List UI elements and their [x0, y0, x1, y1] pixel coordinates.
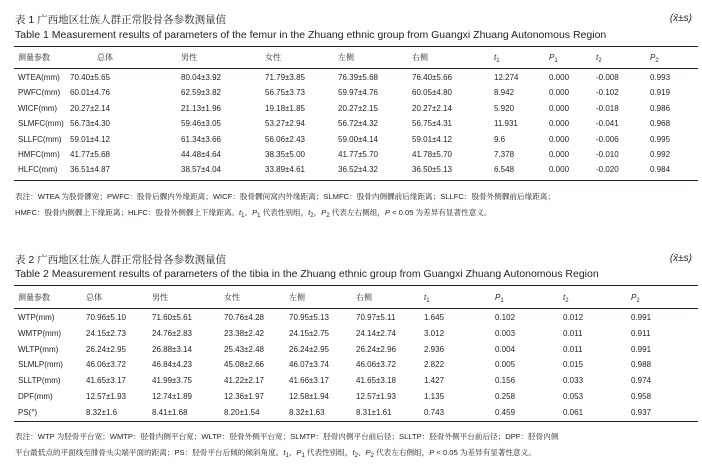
cell-left: 70.95±5.13	[289, 313, 329, 322]
cell-t2: -0.041	[596, 119, 619, 129]
cell-total: 8.32±1.6	[86, 407, 118, 417]
cell-male: 59.46±3.05	[181, 119, 221, 129]
table2-header-param: 测量参数	[18, 293, 50, 302]
cell-female: 8.20±1.54	[224, 407, 260, 417]
cell-female: 25.43±2.48	[224, 344, 264, 354]
cell-female: 41.22±2.17	[224, 376, 264, 386]
cell-total: 12.57±1.93	[86, 392, 126, 401]
cell-male: 44.48±4.64	[181, 150, 221, 159]
table-row	[0, 164, 702, 176]
table1-note-line1: 表注：WTEA 为股骨髁宽；PWFC：股骨后髁内外缘距离；WICF：股骨髁间窝内外缘距离；SLMFC：股骨内侧髁前后缘距离；SLLFC：股骨外侧髁前后缘距离；	[15, 192, 555, 201]
table2-header-t1: $t_1$	[424, 293, 430, 304]
table1-caption-cn: 表 1 广西地区壮族人群正常股骨各参数测量值	[15, 14, 227, 26]
cell-right: 76.40±5.66	[412, 73, 452, 82]
table-row	[0, 118, 702, 130]
cell-female: 38.35±5.00	[265, 150, 305, 159]
cell-param: SLMLP(mm)	[18, 360, 63, 370]
table-row	[0, 103, 702, 115]
cell-param: SLLTP(mm)	[18, 376, 61, 386]
table1-header-t1: $t_1$	[494, 53, 500, 64]
cell-right: 12.57±1.93	[356, 392, 396, 401]
cell-t2: 0.011	[563, 344, 583, 354]
cell-param: WTP(mm)	[18, 313, 55, 322]
cell-male: 24.76±2.83	[152, 328, 192, 338]
cell-p2: 0.968	[650, 119, 671, 129]
cell-p2: 0.992	[650, 150, 671, 159]
table2-note-line1: 表注：WTP 为胫骨平台宽；WMTP：胫骨内侧平台宽；WLTP：胫骨外侧平台宽；SLMTP：胫骨内侧平台前后径；SLLTP：胫骨外侧平台前后径；DPF：胫骨内侧	[15, 432, 559, 441]
cell-male: 46.84±4.23	[152, 360, 192, 370]
cell-p1: 0.102	[495, 313, 516, 322]
cell-left: 12.58±1.94	[289, 392, 329, 401]
cell-left: 41.66±3.17	[289, 376, 329, 386]
cell-t1: 11.931	[494, 119, 518, 129]
cell-p2: 0.937	[631, 407, 652, 417]
cell-female: 12.36±1.97	[224, 392, 264, 401]
cell-t1: 0.743	[424, 407, 445, 417]
table2-caption-en: Table 2 Measurement results of parameters of the tibia in the Zhuang ethnic group from Guangxi Zhuang Autonomous Region	[15, 268, 599, 280]
cell-left: 46.07±3.74	[289, 360, 329, 370]
cell-male: 80.04±3.92	[181, 73, 221, 82]
cell-left: 56.72±4.32	[338, 119, 378, 129]
cell-total: 24.15±2.73	[86, 328, 126, 338]
cell-param: WMTP(mm)	[18, 328, 62, 338]
cell-t2: 0.033	[563, 376, 584, 386]
cell-p1: 0.000	[549, 134, 570, 144]
table1-header-rule	[14, 68, 698, 69]
cell-left: 26.24±2.95	[289, 344, 329, 354]
cell-total: 56.73±4.30	[70, 119, 110, 129]
cell-right: 60.05±4.80	[412, 88, 452, 98]
cell-t1: 12.274	[494, 73, 519, 82]
cell-param: DPF(mm)	[18, 392, 53, 401]
cell-female: 19.18±1.85	[265, 103, 305, 113]
cell-t1: 2.936	[424, 344, 445, 354]
table-row	[0, 407, 702, 419]
cell-left: 59.00±4.14	[338, 134, 378, 144]
cell-p1: 0.000	[549, 150, 570, 159]
cell-right: 41.65±3.18	[356, 376, 396, 386]
table1-header-right: 右侧	[412, 53, 428, 62]
cell-param: WICF(mm)	[18, 103, 58, 113]
table-row	[0, 375, 702, 387]
cell-param: WLTP(mm)	[18, 344, 59, 354]
cell-female: 56.75±3.73	[265, 88, 305, 98]
table2-header-rule	[14, 308, 698, 309]
table1-bottom-rule	[14, 180, 698, 181]
cell-p2: 0.974	[631, 376, 652, 386]
table2-header-p2: $P_2$	[631, 293, 640, 304]
cell-male: 38.57±4.04	[181, 165, 221, 175]
cell-female: 71.79±3.85	[265, 73, 305, 82]
cell-t2: -0.102	[596, 88, 619, 98]
cell-t2: -0.018	[596, 103, 619, 113]
table1-header-total: 总体	[97, 53, 113, 62]
table1-caption-en: Table 1 Measurement results of parameters of the femur in the Zhuang ethnic group from Guangxi Zhuang Autonomous Region	[15, 29, 607, 41]
cell-right: 36.50±5.13	[412, 165, 452, 175]
cell-female: 70.76±4.28	[224, 313, 264, 322]
cell-t2: 0.053	[563, 392, 584, 401]
cell-t2: -0.010	[596, 150, 619, 159]
table2-top-rule	[14, 285, 698, 286]
table1-header-p1: $P_1$	[549, 53, 558, 64]
cell-male: 62.59±3.82	[181, 88, 221, 98]
cell-p1: 0.258	[495, 392, 516, 401]
cell-right: 8.31±1.61	[356, 407, 392, 417]
cell-right: 56.75±4.31	[412, 119, 452, 129]
cell-param: PWFC(mm)	[18, 88, 61, 98]
table2-header-p1: $P_1$	[495, 293, 504, 304]
cell-p1: 0.000	[549, 88, 570, 98]
cell-total: 36.51±4.87	[70, 165, 110, 175]
table-row	[0, 134, 702, 146]
cell-p1: 0.000	[549, 119, 570, 129]
cell-left: 76.39±5.68	[338, 73, 378, 82]
cell-total: 59.01±4.12	[70, 134, 110, 144]
table2-header-t2: $t_2$	[563, 293, 569, 304]
table1-unit: (x̄±s)	[669, 13, 692, 24]
cell-t1: 1.427	[424, 376, 445, 386]
cell-param: SLLFC(mm)	[18, 134, 62, 144]
cell-t1: 2.822	[424, 360, 445, 370]
cell-p2: 0.988	[631, 360, 652, 370]
table1-note	[15, 189, 699, 221]
cell-t1: 3.012	[424, 328, 445, 338]
cell-left: 8.32±1.63	[289, 407, 325, 417]
table2-header-female: 女性	[224, 293, 240, 302]
cell-p2: 0.991	[631, 313, 652, 322]
table1-header-male: 男性	[181, 53, 197, 62]
cell-p1: 0.004	[495, 344, 516, 354]
cell-p1: 0.003	[495, 328, 516, 338]
table-row	[0, 149, 702, 161]
cell-t2: -0.008	[596, 73, 619, 82]
table2-note-line2: 平台最低点的平面线至腓骨头尖端平面的距离；PS：胫骨平台后倾的倾斜角度。$t_1$、$P_1$ 代表性别组，$t_2$、$P_2$ 代表左右侧组，P < 0.05 为差异有显著性意义。	[15, 448, 536, 459]
cell-right: 46.06±3.72	[356, 360, 396, 370]
cell-p2: 0.993	[650, 73, 671, 82]
table1-top-rule	[14, 46, 698, 47]
cell-t1: 1.645	[424, 313, 445, 322]
cell-left: 59.97±4.76	[338, 88, 378, 98]
cell-male: 61.34±3.66	[181, 134, 221, 144]
cell-p2: 0.995	[650, 134, 671, 144]
table2-bottom-rule	[14, 421, 698, 422]
table1-header-row	[0, 52, 702, 64]
cell-total: 20.27±2.14	[70, 103, 110, 113]
cell-t2: -0.020	[596, 165, 619, 175]
cell-t2: 0.012	[563, 313, 584, 322]
table-row	[0, 359, 702, 371]
cell-p2: 0.958	[631, 392, 652, 401]
table1-header-left: 左侧	[338, 53, 354, 62]
cell-left: 41.77±5.70	[338, 150, 378, 159]
cell-p2: 0.984	[650, 165, 671, 175]
cell-param: SLMFC(mm)	[18, 119, 64, 129]
cell-t2: 0.011	[563, 328, 583, 338]
cell-right: 59.01±4.12	[412, 134, 452, 144]
cell-total: 70.96±5.10	[86, 313, 126, 322]
cell-p1: 0.000	[549, 165, 570, 175]
cell-female: 53.27±2.94	[265, 119, 305, 129]
cell-t1: 7.378	[494, 150, 515, 159]
table1-header-param: 测量参数	[18, 53, 50, 62]
table-row	[0, 312, 702, 324]
cell-female: 45.08±2.66	[224, 360, 264, 370]
table2-caption-cn: 表 2 广西地区壮族人群正常胫骨各参数测量值	[15, 254, 227, 266]
cell-t2: -0.006	[596, 134, 619, 144]
cell-male: 21.13±1.96	[181, 103, 221, 113]
cell-female: 33.89±4.61	[265, 165, 305, 175]
cell-left: 20.27±2.15	[338, 103, 378, 113]
table-row	[0, 391, 702, 403]
cell-t1: 5.920	[494, 103, 515, 113]
cell-param: WTEA(mm)	[18, 73, 60, 82]
cell-male: 26.88±3.14	[152, 344, 192, 354]
cell-left: 24.15±2.75	[289, 328, 329, 338]
table2-header-right: 右侧	[356, 293, 372, 302]
cell-left: 36.52±4.32	[338, 165, 378, 175]
cell-p2: 0.991	[631, 344, 652, 354]
cell-param: PS(°)	[18, 407, 38, 417]
cell-female: 56.06±2.43	[265, 134, 305, 144]
table-row	[0, 328, 702, 340]
table-row	[0, 87, 702, 99]
cell-t1: 8.942	[494, 88, 515, 98]
cell-right: 24.14±2.74	[356, 328, 396, 338]
table2-header-left: 左侧	[289, 293, 305, 302]
cell-p1: 0.459	[495, 407, 516, 417]
cell-right: 70.97±5.11	[356, 313, 396, 322]
cell-p1: 0.000	[549, 103, 570, 113]
cell-total: 46.06±3.72	[86, 360, 126, 370]
table2-header-total: 总体	[86, 293, 102, 302]
cell-t1: 1.135	[424, 392, 445, 401]
cell-male: 71.60±5.61	[152, 313, 192, 322]
table2-note	[15, 429, 699, 461]
cell-male: 8.41±1.68	[152, 407, 188, 417]
cell-total: 26.24±2.95	[86, 344, 126, 354]
table-row	[0, 72, 702, 84]
cell-t2: 0.015	[563, 360, 584, 370]
cell-male: 12.74±1.89	[152, 392, 192, 401]
cell-p1: 0.005	[495, 360, 516, 370]
table-row	[0, 344, 702, 356]
cell-total: 60.01±4.76	[70, 88, 110, 98]
cell-p2: 0.919	[650, 88, 671, 98]
cell-t1: 6.548	[494, 165, 515, 175]
table1-header-t2: $t_2$	[596, 53, 602, 64]
cell-p1: 0.000	[549, 73, 570, 82]
table2-header-row	[0, 292, 702, 304]
cell-t1: 9.6	[494, 134, 506, 144]
cell-p1: 0.156	[495, 376, 516, 386]
cell-p2: 0.911	[631, 328, 651, 338]
cell-param: HLFC(mm)	[18, 165, 58, 175]
table1-note-line2: HMFC：股骨内侧髁上下缘距离；HLFC：股骨外侧髁上下缘距离。$t_1$、$P_1$ 代表性别组，$t_2$，$P_2$ 代表左右侧组，P < 0.05 为差异有显著性意义。	[15, 208, 492, 219]
table1-header-p2: $P_2$	[650, 53, 659, 64]
cell-male: 41.99±3.75	[152, 376, 192, 386]
cell-total: 41.65±3.17	[86, 376, 126, 386]
cell-right: 20.27±2.14	[412, 103, 452, 113]
cell-p2: 0.986	[650, 103, 671, 113]
table2-header-male: 男性	[152, 293, 168, 302]
cell-total: 41.77±5.68	[70, 150, 110, 159]
table2-unit: (x̄±s)	[669, 253, 692, 264]
cell-female: 23.38±2.42	[224, 328, 264, 338]
cell-param: HMFC(mm)	[18, 150, 60, 159]
cell-total: 70.40±5.65	[70, 73, 110, 82]
cell-right: 41.78±5.70	[412, 150, 452, 159]
table1-header-female: 女性	[265, 53, 281, 62]
cell-t2: 0.061	[563, 407, 584, 417]
cell-right: 26.24±2.96	[356, 344, 396, 354]
